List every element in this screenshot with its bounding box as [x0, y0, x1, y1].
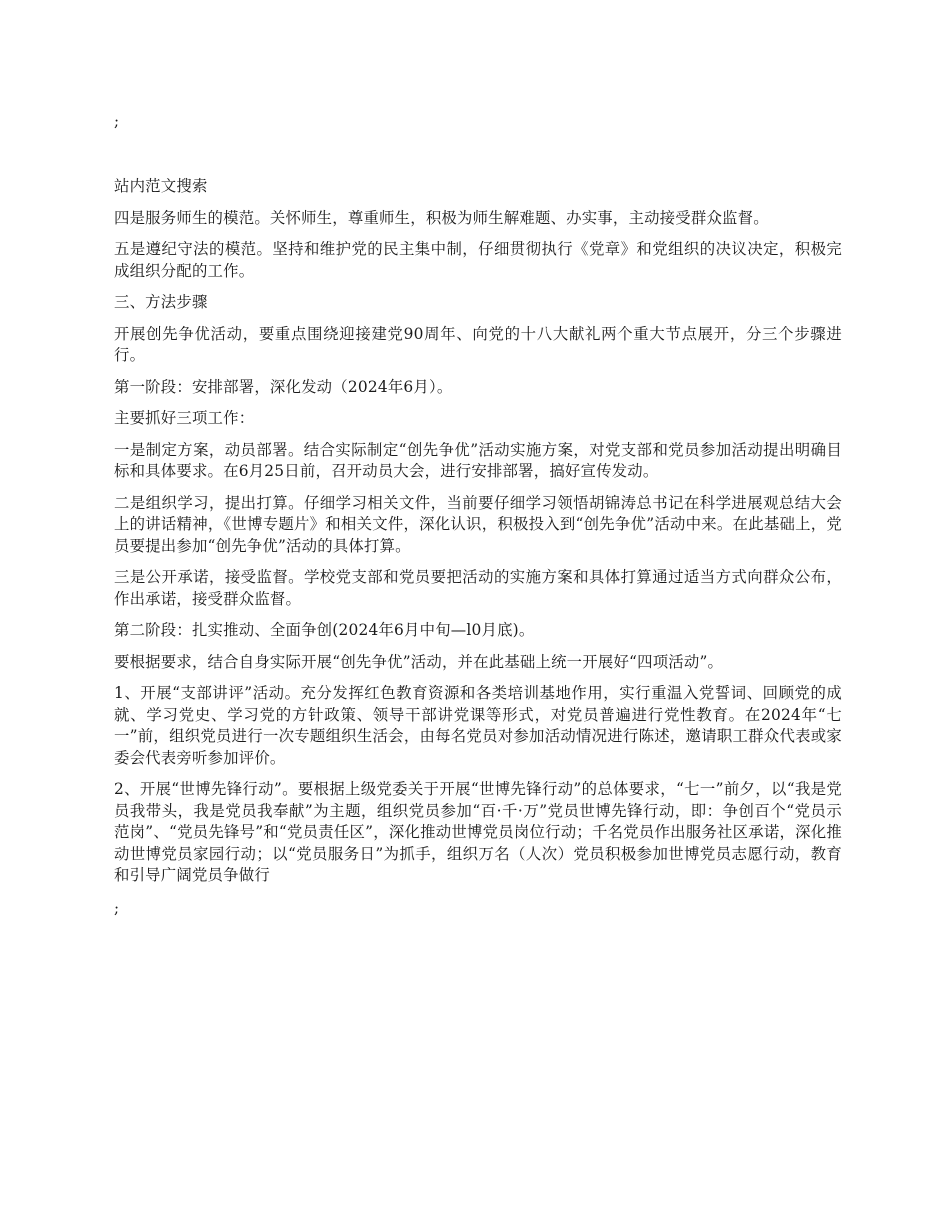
- paragraph: 开展创先争优活动，要重点围绕迎接建党90周年、向党的十八大献礼两个重大节点展开，分三个步骤进行。: [114, 324, 842, 364]
- paragraph: 1、开展“支部讲评”活动。充分发挥红色教育资源和各类培训基地作用，实行重温入党誓词、回顾党的成就、学习党史、学习党的方针政策、领导干部讲党课等形式，对党员普遍进行党性教育。在2024年“七一”前，组织党员进行一次专题组织生活会，由每名党员对参加活动情况进行陈述，邀请职工群众代表或家委会代表旁听参加评价。: [114, 684, 842, 767]
- paragraph: 2、开展“世博先锋行动”。要根据上级党委关于开展“世博先锋行动”的总体要求，“七一”前夕，以“我是党员我带头，我是党员我奉献”为主题，组织党员参加“百·千·万”党员世博先锋行动，即：争创百个“党员示范岗”、“党员先锋号”和“党员责任区”，深化推动世博党员岗位行动；千名党员作出服务社区承诺，深化推动世博党员家园行动；以“党员服务日”为抓手，组织万名（人次）党员积极参加世博党员志愿行动，教育和引导广阔党员争做行: [114, 780, 842, 884]
- paragraph: 二是组织学习，提出打算。仔细学习相关文件，当前要仔细学习领悟胡锦涛总书记在科学进展观总结大会上的讲话精神，《世博专题片》和相关文件，深化认识，积极投入到“创先争优”活动中来。在此基础上，党员要提出参加“创先争优”活动的具体打算。: [114, 493, 842, 555]
- paragraph: 要根据要求，结合自身实际开展“创先争优”活动，并在此基础上统一开展好“四项活动”。: [114, 652, 724, 671]
- paragraph: 五是遵纪守法的模范。坚持和维护党的民主集中制，仔细贯彻执行《党章》和党组织的决议决定，积极完成组织分配的工作。: [114, 240, 842, 280]
- stage-heading: 第二阶段：扎实推动、全面争创(2024年6月中旬—l0月底)。: [114, 621, 535, 639]
- search-heading: 站内范文搜索: [114, 177, 208, 195]
- paragraph: 主要抓好三项工作：: [114, 409, 255, 427]
- stage-heading: 第一阶段：安排部署，深化发动（2024年6月）。: [114, 377, 453, 396]
- document-body: [114, 176, 842, 887]
- bottom-marker: ;: [114, 898, 120, 917]
- top-marker: ;: [114, 112, 120, 130]
- section-heading: 三、方法步骤: [114, 293, 208, 311]
- document-page: [114, 110, 842, 919]
- paragraph: 四是服务师生的模范。关怀师生，尊重师生，积极为师生解难题、办实事，主动接受群众监督。: [114, 208, 769, 227]
- paragraph: 一是制定方案，动员部署。结合实际制定“创先争优”活动实施方案，对党支部和党员参加活动提出明确目标和具体要求。在6月25日前，召开动员大会，进行安排部署，搞好宣传发动。: [114, 440, 842, 480]
- paragraph: 三是公开承诺，接受监督。学校党支部和党员要把活动的实施方案和具体打算通过适当方式向群众公布，作出承诺，接受群众监督。: [114, 568, 842, 608]
